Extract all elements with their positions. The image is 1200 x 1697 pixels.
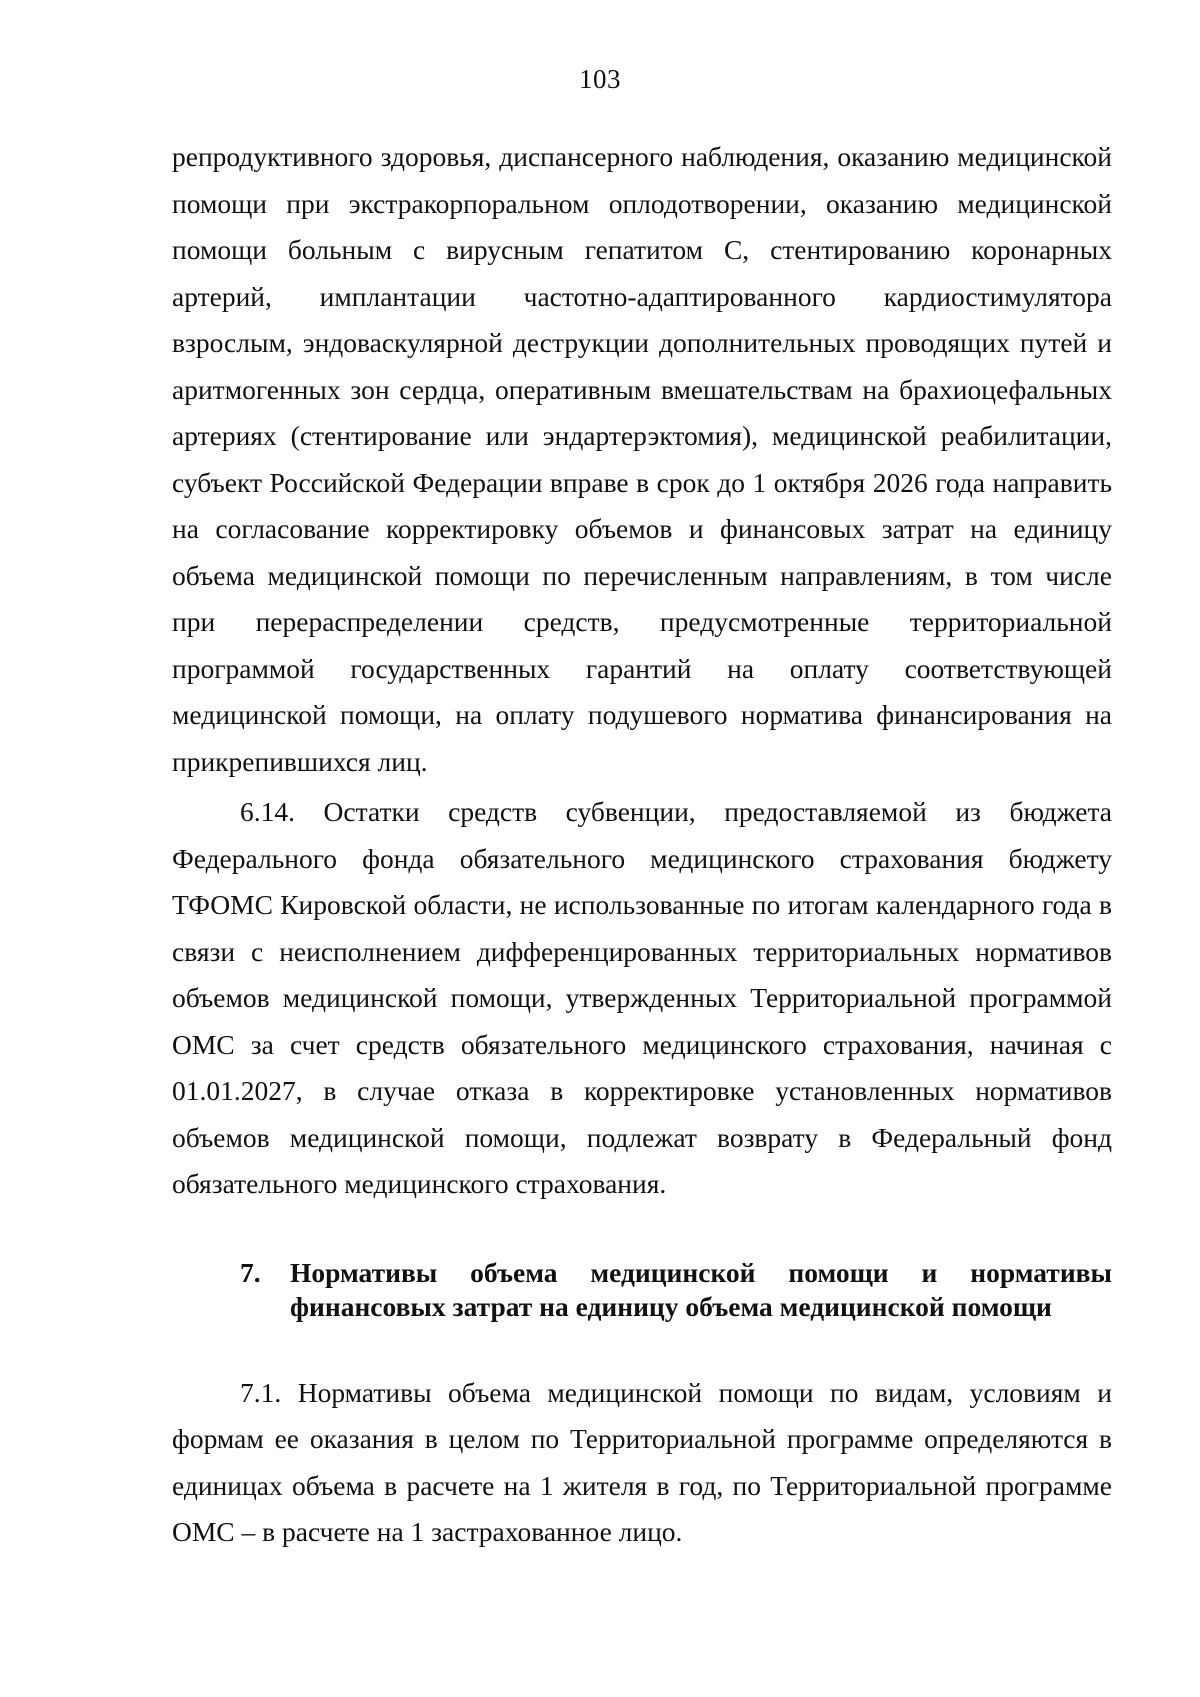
section-number: 7. xyxy=(240,1256,261,1288)
section-heading xyxy=(172,1256,1112,1324)
paragraph-6-14: 6.14. Остатки средств субвенции, предоставляемой из бюджета Федерального фонда обязательного медицинского страхования бюджету ТФОМС Кировской области, не использованные по итогам календарного года в связи с неисполнением дифференцированных территориальных нормативов объемов медицинской помощи, утвержденных Территориальной программой ОМС за счет средств обязательного медицинского страхования, начиная с 01.01.2027, в случае отказа в корректировке установленных нормативов объемов медицинской помощи, подлежат возврату в Федеральный фонд обязательного медицинского страхования. xyxy=(172,796,1112,1199)
page-number: 103 xyxy=(579,64,621,94)
section-title: Нормативы объема медицинской помощи и нормативы финансовых затрат на единицу объема медицинской помощи xyxy=(290,1256,1112,1322)
paragraph-7-1: 7.1. Нормативы объема медицинской помощи по видам, условиям и формам ее оказания в целом по Территориальной программе определяются в единицах объема в расчете на 1 жителя в год, по Территориальной программе ОМС – в расчете на 1 застрахованное лицо. xyxy=(172,1376,1112,1547)
paragraph-continuation: репродуктивного здоровья, диспансерного наблюдения, оказанию медицинской помощи при экстракорпоральном оплодотворении, оказанию медицинской помощи больным с вирусным гепатитом С, стентированию коронарных артерий, имплантации частотно-адаптированного кардиостимулятора взрослым, эндоваскулярной деструкции дополнительных проводящих путей и аритмогенных зон сердца, оперативным вмешательствам на брахиоцефальных артериях (стентирование или эндартерэктомия), медицинской реабилитации, субъект Российской Федерации вправе в срок до 1 октября 2026 года направить на согласование корректировку объемов и финансовых затрат на единицу объема медицинской помощи по перечисленным направлениям, в том числе при перераспределении средств, предусмотренные территориальной программой государственных гарантий на оплату соответствующей медицинской помощи, на оплату подушевого норматива финансирования на прикрепившихся лиц. xyxy=(172,141,1112,777)
document-body xyxy=(172,134,1112,1556)
